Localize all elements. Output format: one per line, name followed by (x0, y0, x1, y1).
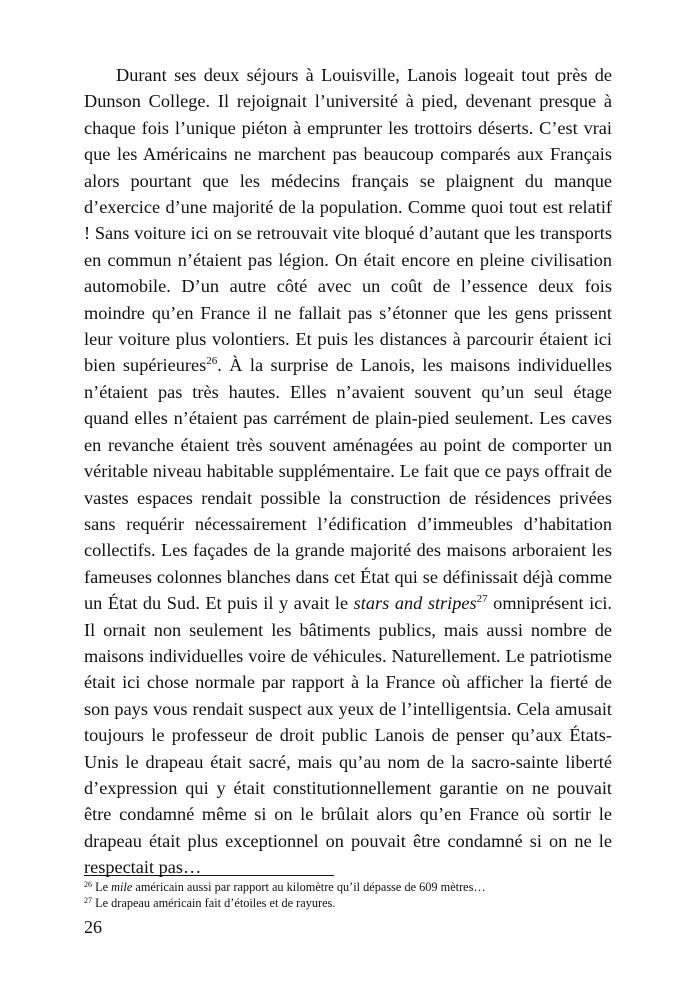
footnote-ref-26[interactable]: 26 (206, 355, 218, 368)
page-number: 26 (84, 917, 102, 937)
paragraph-italic-term: stars and stripes (353, 593, 477, 614)
footnote-26 (84, 880, 612, 896)
footnote-separator (84, 875, 334, 876)
footnote-text: Le (92, 880, 112, 894)
footnote-27 (84, 896, 612, 912)
paragraph-text-3: omniprésent ici. Il ornait non seulement les bâtiments publics, mais aussi nombre de maisons individuelles voire de véhicules. Naturellement. Le patriotisme était ici chose normale par rapport à la France où afficher la fierté de son pays vous rendait suspect aux yeux de l’intelligentsia. Cela amusait toujours le professeur de droit public Lanois de penser qu’aux États-Unis le drapeau était sacré, mais qu’au nom de la sacro-sainte liberté d’expression qui y était constitutionnellement garantie on ne pouvait être condamné même si on le brûlait alors qu’en France où sortir le drapeau était plus exceptionnel on pouvait être condamné si on ne le respectait pas… (84, 593, 612, 878)
footnote-number: 27 (84, 895, 92, 905)
footnote-number: 26 (84, 880, 92, 889)
paragraph-text-2: . À la surprise de Lanois, les maisons individuelles n’étaient pas très hautes. Elles n’avaient souvent qu’un seul étage quand elles n’étaient pas carrément de plain-pied seulement. Les caves en revanche étaient très souvent aménagées au point de comporter un véritable niveau habitable supplémentaire. Le fait que ce pays offrait de vastes espaces rendait possible la construction de résidences privées sans requérir nécessairement l’édification d’immeubles d’habitation collectifs. Les façades de la grande majorité des maisons arboraient les fameuses colonnes blanches dans cet État qui se définissait déjà comme un État du Sud. Et puis il y avait le (84, 355, 612, 614)
footnotes (84, 880, 612, 911)
footnote-text: Le drapeau américain fait d’étoiles et de rayures. (92, 895, 336, 910)
footnote-text-end: américain aussi par rapport au kilomètre qu’il dépasse de 609 mètres… (132, 880, 486, 894)
paragraph-text-1: Durant ses deux séjours à Louisville, Lanois logeait tout près de Dunson College. Il rejoignait l’université à pied, devenant presque à chaque fois l’unique piéton à emprunter les trottoirs déserts. C’est vrai que les Américains ne marchent pas beaucoup comparés aux Français alors pourtant que les médecins français se plaignent du manque d’exercice d’une majorité de la population. Comme quoi tout est relatif ! Sans voiture ici on se retrouvait vite bloqué d’autant que les transports en commun n’étaient pas légion. On était encore en pleine civilisation automobile. D’un autre côté avec un coût de l’essence deux fois moindre qu’en France il ne fallait pas s’étonner que les gens prissent leur voiture plus volontiers. Et puis les distances à parcourir étaient ici bien supérieures (84, 65, 612, 376)
body-paragraph (84, 62, 612, 881)
footnote-ref-27[interactable]: 27 (476, 593, 488, 606)
footnote-italic: mile (111, 880, 133, 894)
